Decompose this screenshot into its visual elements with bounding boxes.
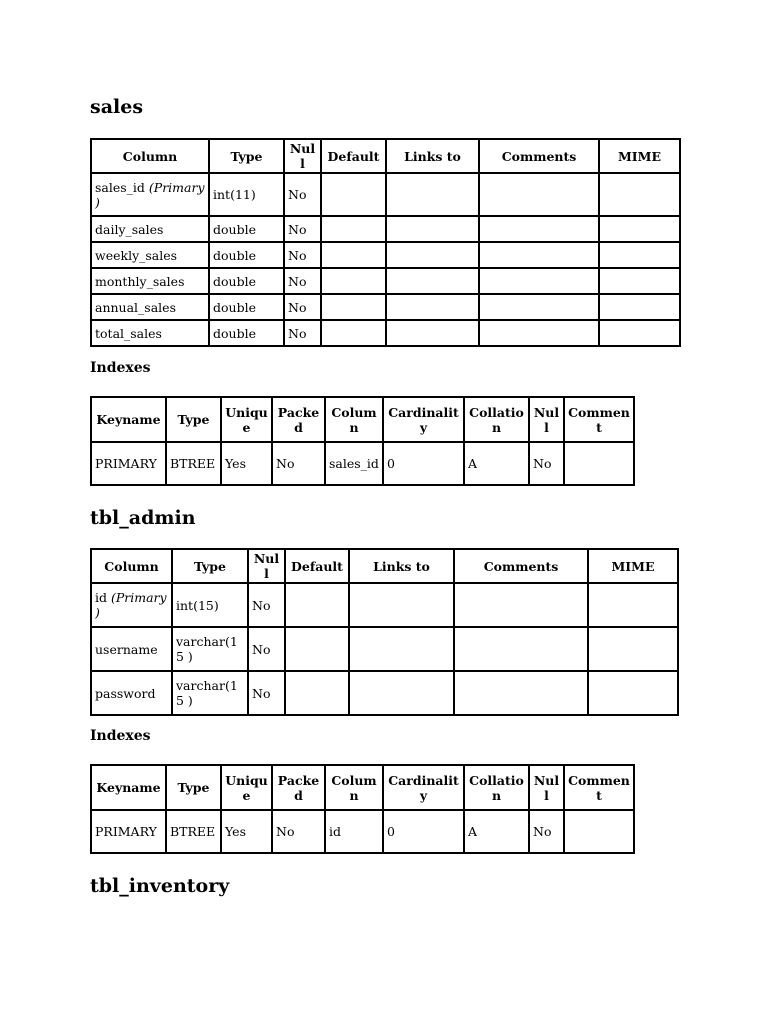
table-header-row: [91, 765, 634, 810]
header-cell: Column: [325, 397, 383, 442]
type-cell: double: [209, 268, 284, 294]
indexes-table-tbl-admin: [90, 764, 635, 854]
cardinality-cell: 0: [383, 810, 464, 853]
column-name-cell: sales_id (Primary ): [91, 173, 209, 216]
type-cell: double: [209, 294, 284, 320]
header-cell: Comment: [564, 397, 634, 442]
index-column-cell: sales_id: [325, 442, 383, 485]
header-cell: Type: [166, 397, 221, 442]
header-cell: Comments: [454, 549, 588, 583]
columns-table-sales: [90, 138, 681, 347]
type-cell: double: [209, 320, 284, 346]
header-cell: Comments: [479, 139, 599, 173]
header-cell: Links to: [349, 549, 454, 583]
table-row: [91, 442, 634, 485]
index-comment-cell: [564, 810, 634, 853]
header-cell: Type: [166, 765, 221, 810]
section-title-tbl-inventory: tbl_inventory: [90, 875, 230, 897]
header-cell: Cardinality: [383, 397, 464, 442]
table-row: [91, 810, 634, 853]
table-row: [91, 583, 678, 627]
table-row: [91, 242, 680, 268]
section-title-sales: sales: [90, 96, 144, 118]
type-cell: int(11): [209, 173, 284, 216]
column-name-cell: annual_sales: [91, 294, 209, 320]
index-type-cell: BTREE: [166, 442, 221, 485]
header-cell: Collation: [464, 397, 529, 442]
header-cell: Links to: [386, 139, 479, 173]
section-title-tbl-admin: tbl_admin: [90, 507, 196, 529]
indexes-title-sales: Indexes: [90, 360, 151, 376]
table-header-row: [91, 549, 678, 583]
header-cell: Default: [285, 549, 349, 583]
cardinality-cell: 0: [383, 442, 464, 485]
unique-cell: Yes: [221, 442, 272, 485]
header-cell: Column: [91, 549, 172, 583]
header-cell: Cardinality: [383, 765, 464, 810]
null-cell: No: [248, 627, 285, 671]
table-row: [91, 173, 680, 216]
header-cell: Unique: [221, 397, 272, 442]
column-name-cell: password: [91, 671, 172, 715]
table-row: [91, 320, 680, 346]
header-cell: Column: [91, 139, 209, 173]
null-cell: No: [284, 294, 321, 320]
null-cell: No: [284, 268, 321, 294]
type-cell: int(15): [172, 583, 248, 627]
collation-cell: A: [464, 810, 529, 853]
type-cell: varchar(15 ): [172, 627, 248, 671]
index-comment-cell: [564, 442, 634, 485]
table-row: [91, 671, 678, 715]
header-cell: MIME: [588, 549, 678, 583]
header-cell: Null: [284, 139, 321, 173]
index-null-cell: No: [529, 442, 564, 485]
header-cell: Null: [529, 397, 564, 442]
column-name-cell: id (Primary ): [91, 583, 172, 627]
null-cell: No: [284, 173, 321, 216]
null-cell: No: [284, 320, 321, 346]
column-name-cell: username: [91, 627, 172, 671]
header-cell: Type: [209, 139, 284, 173]
header-cell: Column: [325, 765, 383, 810]
indexes-title-tbl-admin: Indexes: [90, 728, 151, 744]
header-cell: MIME: [599, 139, 680, 173]
null-cell: No: [248, 583, 285, 627]
unique-cell: Yes: [221, 810, 272, 853]
keyname-cell: PRIMARY: [91, 442, 166, 485]
collation-cell: A: [464, 442, 529, 485]
columns-table-tbl-admin: [90, 548, 679, 716]
table-row: [91, 216, 680, 242]
index-column-cell: id: [325, 810, 383, 853]
keyname-cell: PRIMARY: [91, 810, 166, 853]
column-name-cell: monthly_sales: [91, 268, 209, 294]
column-name-cell: total_sales: [91, 320, 209, 346]
table-header-row: [91, 139, 680, 173]
type-cell: varchar(15 ): [172, 671, 248, 715]
header-cell: Collation: [464, 765, 529, 810]
table-row: [91, 294, 680, 320]
header-cell: Comment: [564, 765, 634, 810]
column-name-cell: daily_sales: [91, 216, 209, 242]
table-header-row: [91, 397, 634, 442]
header-cell: Unique: [221, 765, 272, 810]
header-cell: Default: [321, 139, 386, 173]
header-cell: Null: [529, 765, 564, 810]
type-cell: double: [209, 216, 284, 242]
indexes-table-sales: [90, 396, 635, 486]
null-cell: No: [284, 242, 321, 268]
header-cell: Packed: [272, 397, 325, 442]
index-type-cell: BTREE: [166, 810, 221, 853]
table-row: [91, 268, 680, 294]
column-name-cell: weekly_sales: [91, 242, 209, 268]
index-null-cell: No: [529, 810, 564, 853]
header-cell: Keyname: [91, 765, 166, 810]
null-cell: No: [248, 671, 285, 715]
header-cell: Keyname: [91, 397, 166, 442]
packed-cell: No: [272, 442, 325, 485]
header-cell: Null: [248, 549, 285, 583]
header-cell: Type: [172, 549, 248, 583]
table-row: [91, 627, 678, 671]
header-cell: Packed: [272, 765, 325, 810]
packed-cell: No: [272, 810, 325, 853]
type-cell: double: [209, 242, 284, 268]
null-cell: No: [284, 216, 321, 242]
